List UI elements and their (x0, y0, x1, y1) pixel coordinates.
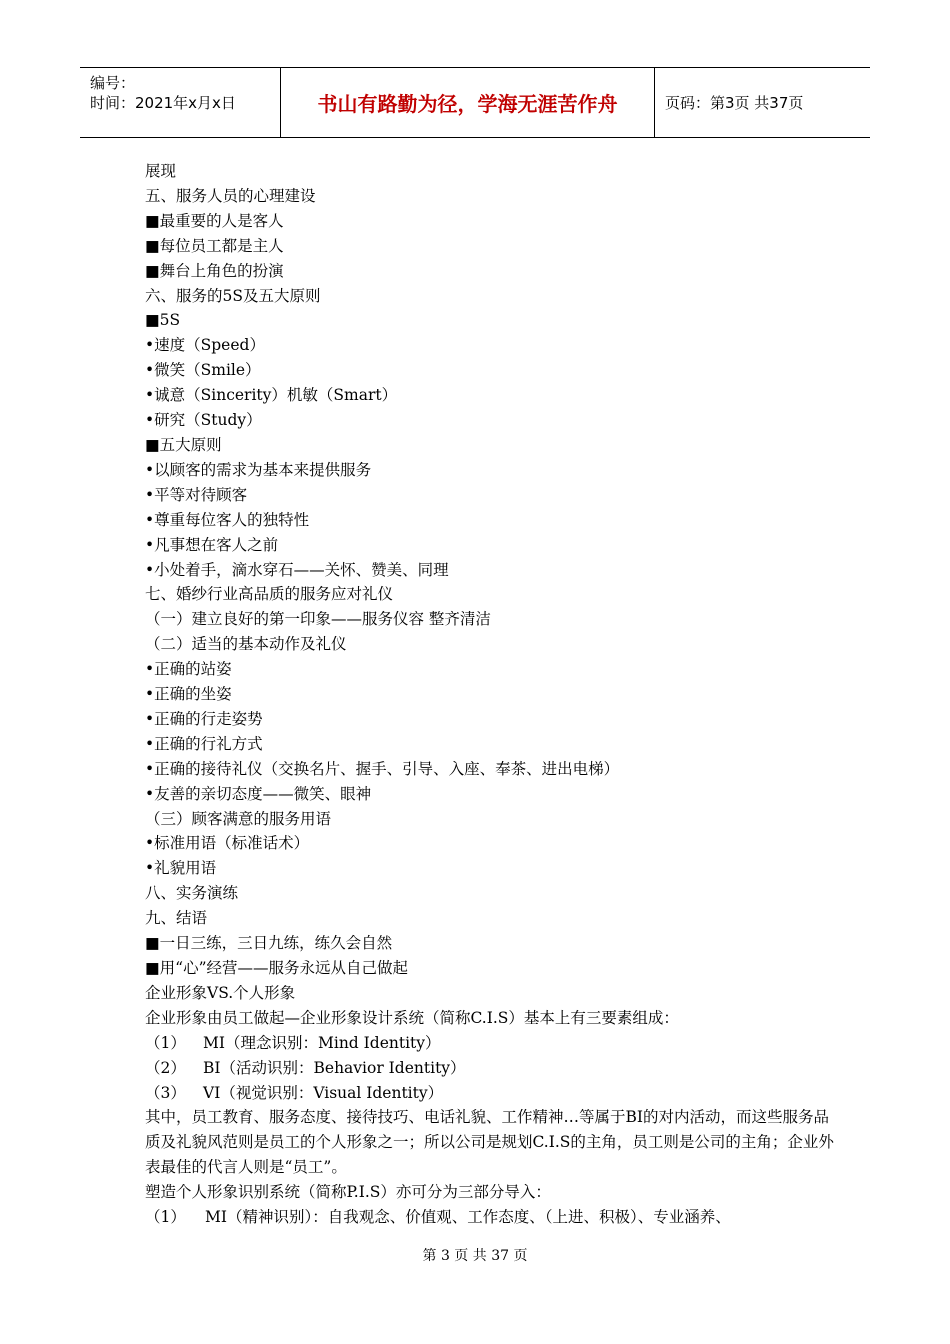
list-item: ■用“心”经营——服务永远从自己做起 (145, 959, 408, 977)
element-item (145, 1081, 835, 1106)
section-heading: 五、服务人员的心理建设 (145, 186, 316, 205)
list-item: ■每位员工都是主人 (145, 236, 284, 255)
list-item: •速度（Speed） (145, 336, 265, 355)
element-item (145, 1031, 835, 1056)
text-line: 展现 (145, 162, 177, 180)
list-item: •研究（Study） (145, 411, 262, 430)
document-number-label: 编号： (90, 74, 136, 92)
header-divider (654, 68, 655, 137)
list-item: •平等对待顾客 (145, 485, 248, 504)
list-item: •正确的站姿 (145, 660, 232, 679)
list-item: •正确的行礼方式 (145, 734, 263, 753)
list-item: •标准用语（标准话术） (145, 834, 310, 853)
text-line: 塑造个人形象识别系统（简称P.I.S）亦可分为三部分导入： (145, 1183, 551, 1202)
section-heading: 六、服务的5S及五大原则 (145, 286, 321, 305)
header-motto: 书山有路勤为径，学海无涯苦作舟 (317, 92, 618, 116)
header-page-label: 页码：第3页 共37页 (665, 94, 804, 112)
list-item: ■舞台上角色的扮演 (145, 261, 284, 280)
element-text: MI（精神识别）：自我观念、价值观、工作态度、（上进、积极）、专业涵养、 (205, 1208, 731, 1227)
list-item: •礼貌用语 (145, 859, 217, 878)
document-body (145, 159, 835, 1230)
document-date-label: 时间：2021年x月x日 (90, 94, 236, 112)
page-header (80, 67, 870, 138)
section-heading: 九、结语 (145, 909, 208, 928)
list-item: ■最重要的人是客人 (145, 211, 284, 230)
list-item: •凡事想在客人之前 (145, 535, 279, 554)
element-text: VI（视觉识别：Visual Identity） (203, 1083, 444, 1102)
header-left (90, 73, 275, 113)
list-item: •正确的坐姿 (145, 685, 232, 704)
list-item: •正确的行走姿势 (145, 709, 263, 728)
list-item: •微笑（Smile） (145, 361, 261, 380)
element-text: MI（理念识别：Mind Identity） (203, 1033, 441, 1052)
element-number: （1） (145, 1208, 186, 1227)
list-item: •以顾客的需求为基本来提供服务 (145, 460, 372, 479)
list-item: •小处着手，滴水穿石——关怀、赞美、同理 (145, 560, 449, 579)
list-item: •正确的接待礼仪（交换名片、握手、引导、入座、奉茶、进出电梯） (145, 759, 620, 778)
subsection-heading: （二）适当的基本动作及礼仪 (145, 635, 347, 654)
text-line: 企业形象VS.个人形象 (145, 983, 296, 1002)
list-item: ■一日三练，三日九练，练久会自然 (145, 934, 393, 953)
element-item (145, 1205, 835, 1230)
element-number: （3） (145, 1083, 186, 1102)
element-text: BI（活动识别：Behavior Identity） (203, 1058, 466, 1077)
section-heading: 八、实务演练 (145, 884, 239, 903)
list-item: •尊重每位客人的独特性 (145, 510, 310, 529)
subsection-heading: （一）建立良好的第一印象——服务仪容 整齐清洁 (145, 610, 491, 629)
section-heading: 七、婚纱行业高品质的服务应对礼仪 (145, 585, 394, 604)
list-item: ■5S (145, 311, 181, 330)
element-number: （2） (145, 1058, 186, 1077)
element-number: （1） (145, 1033, 186, 1052)
list-item: •诚意（Sincerity）机敏（Smart） (145, 386, 398, 405)
subsection-heading: （三）顾客满意的服务用语 (145, 809, 332, 828)
list-item: •友善的亲切态度——微笑、眼神 (145, 784, 372, 803)
list-item: ■五大原则 (145, 435, 222, 454)
element-item (145, 1056, 835, 1081)
page-footer: 第 3 页 共 37 页 (422, 1248, 528, 1264)
text-line: 企业形象由员工做起—企业形象设计系统（简称C.I.S）基本上有三要素组成： (145, 1008, 679, 1027)
body-paragraph: 其中，员工教育、服务态度、接待技巧、电话礼貌、工作精神…等属于BI的对内活动，而这些服务品质及礼貌风范则是员工的个人形象之一；所以公司是规划C.I.S的主角，员工则是公司的主角；企业外表最佳的代言人则是“员工”。 (145, 1108, 834, 1177)
